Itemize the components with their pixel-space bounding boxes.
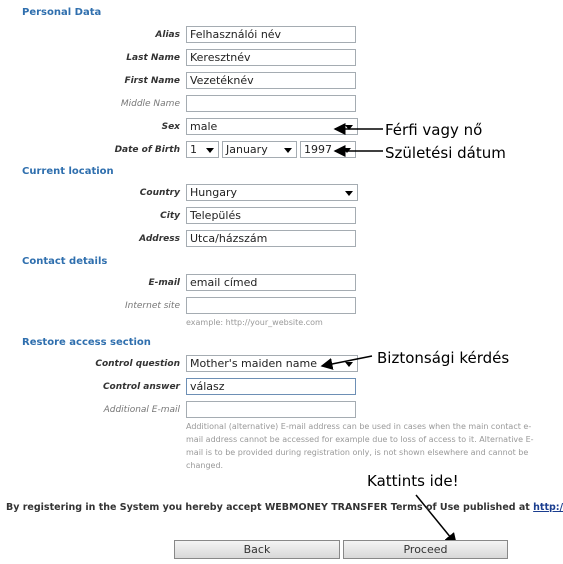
terms-text-body: By registering in the System you hereby accept WEBMONEY TRANSFER Terms of Use published at	[6, 502, 534, 513]
country-select-value: Hungary	[190, 186, 237, 199]
alias-label: Alias	[155, 30, 180, 40]
terms-link[interactable]: http:/	[533, 502, 563, 513]
annotation-question: Biztonsági kérdés	[377, 349, 510, 367]
dob-day-value: 1	[190, 143, 197, 156]
website-label: Internet site	[124, 301, 180, 311]
website-hint: example: http://your_website.com	[186, 318, 323, 327]
country-label: Country	[139, 188, 180, 198]
additional-email-label: Additional E-mail	[103, 405, 180, 415]
section-contact-details: Contact details	[22, 256, 108, 267]
control-answer-label: Control answer	[102, 382, 180, 392]
dob-label: Date of Birth	[114, 145, 180, 155]
middle-name-label: Middle Name	[120, 99, 180, 109]
first-name-input[interactable]: Vezetéknév	[186, 72, 356, 89]
annotation-proceed: Kattints ide!	[367, 472, 459, 490]
terms-text	[6, 502, 563, 513]
proceed-button[interactable]: Proceed	[343, 540, 508, 559]
city-label: City	[160, 211, 180, 221]
email-input[interactable]: email címed	[186, 274, 356, 291]
last-name-label: Last Name	[126, 53, 180, 63]
city-input[interactable]: Település	[186, 207, 356, 224]
back-button[interactable]: Back	[174, 540, 340, 559]
address-input[interactable]: Utca/házszám	[186, 230, 356, 247]
arrow-icon	[322, 356, 372, 366]
address-label: Address	[139, 234, 180, 244]
last-name-input[interactable]: Keresztnév	[186, 49, 356, 66]
control-answer-input[interactable]: válasz	[186, 378, 356, 395]
control-question-value: Mother's maiden name	[190, 357, 317, 370]
first-name-label: First Name	[124, 76, 180, 86]
dob-year-value: 1997	[304, 143, 332, 156]
sex-label: Sex	[161, 122, 180, 132]
annotation-sex: Férfi vagy nő	[385, 121, 483, 139]
section-personal-data: Personal Data	[22, 7, 102, 18]
section-restore-access: Restore access section	[22, 337, 151, 348]
control-question-label: Control question	[95, 359, 180, 369]
email-label: E-mail	[148, 278, 180, 288]
section-current-location: Current location	[22, 166, 114, 177]
alias-input[interactable]: Felhasználói név	[186, 26, 356, 43]
sex-select-value: male	[190, 120, 218, 133]
additional-email-hint: Additional (alternative) E-mail address can be used in cases when the main contact e-mail address cannot be accessed for example due to loss of access to it. Alternative E-mail is to be provided during registration only, is not shown elsewhere and cannot be changed.	[186, 422, 534, 470]
dob-month-value: January	[226, 143, 268, 156]
annotation-dob: Születési dátum	[385, 144, 506, 162]
